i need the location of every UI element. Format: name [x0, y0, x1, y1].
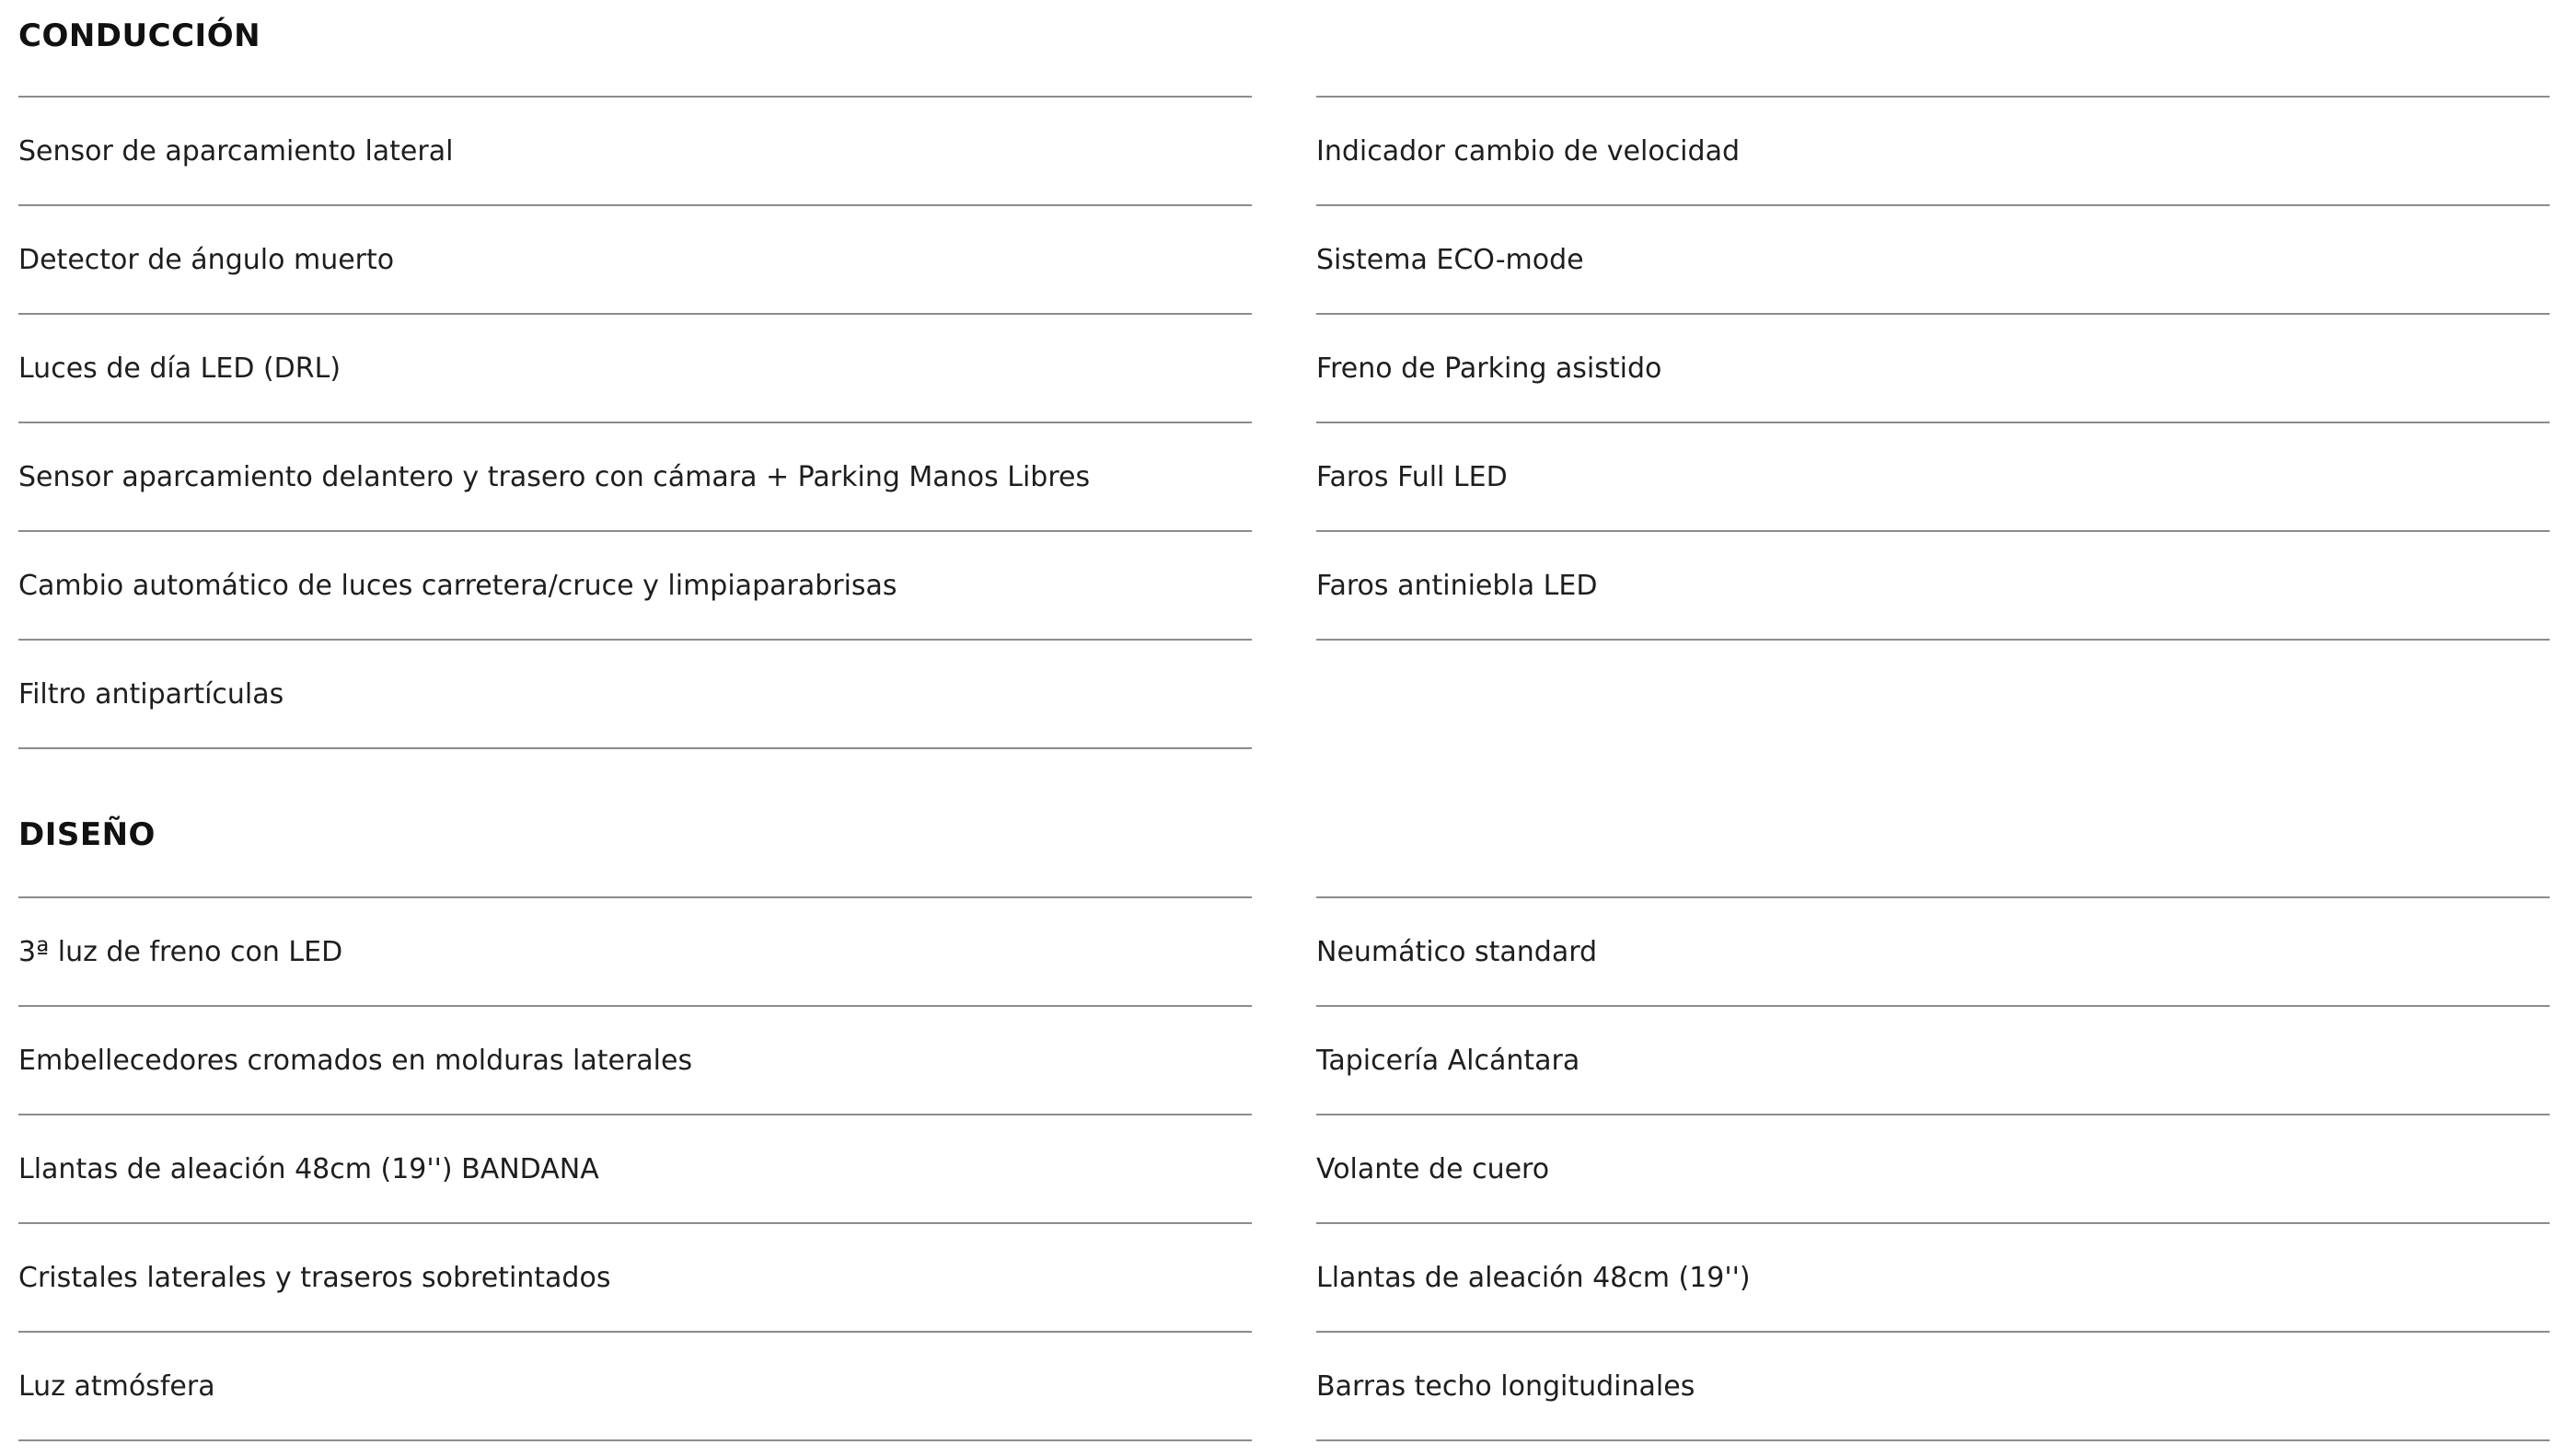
feature-item: 3ª luz de freno con LED — [18, 898, 1252, 1007]
feature-item: Sistema ECO-mode — [1316, 206, 2550, 315]
feature-item: Barras techo longitudinales — [1316, 1333, 2550, 1441]
feature-item: Indicador cambio de velocidad — [1316, 98, 2550, 206]
feature-list-left — [18, 896, 1252, 1441]
feature-item: Neumático standard — [1316, 898, 2550, 1007]
feature-item: Luz atmósfera — [18, 1333, 1252, 1441]
feature-item: Luces de día LED (DRL) — [18, 315, 1252, 423]
feature-item: Llantas de aleación 48cm (19'') BANDANA — [18, 1115, 1252, 1224]
feature-item: Cambio automático de luces carretera/cruce y limpiaparabrisas — [18, 532, 1252, 641]
feature-item: Sensor de aparcamiento lateral — [18, 98, 1252, 206]
feature-item: Freno de Parking asistido — [1316, 315, 2550, 423]
feature-item: Cristales laterales y traseros sobretintados — [18, 1224, 1252, 1333]
feature-item: Faros antiniebla LED — [1316, 532, 2550, 641]
feature-item: Tapicería Alcántara — [1316, 1007, 2550, 1115]
feature-item: Llantas de aleación 48cm (19'') — [1316, 1224, 2550, 1333]
section-title: CONDUCCIÓN — [18, 17, 261, 54]
feature-list-right — [1316, 896, 2550, 1441]
feature-item: Faros Full LED — [1316, 423, 2550, 532]
feature-item: Volante de cuero — [1316, 1115, 2550, 1224]
feature-item: Detector de ángulo muerto — [18, 206, 1252, 315]
feature-list-left — [18, 96, 1252, 749]
feature-item: Embellecedores cromados en molduras laterales — [18, 1007, 1252, 1115]
feature-item: Filtro antipartículas — [18, 641, 1252, 749]
feature-item: Sensor aparcamiento delantero y trasero con cámara + Parking Manos Libres — [18, 423, 1252, 532]
feature-list-right — [1316, 96, 2550, 641]
section-title: DISEÑO — [18, 816, 156, 853]
